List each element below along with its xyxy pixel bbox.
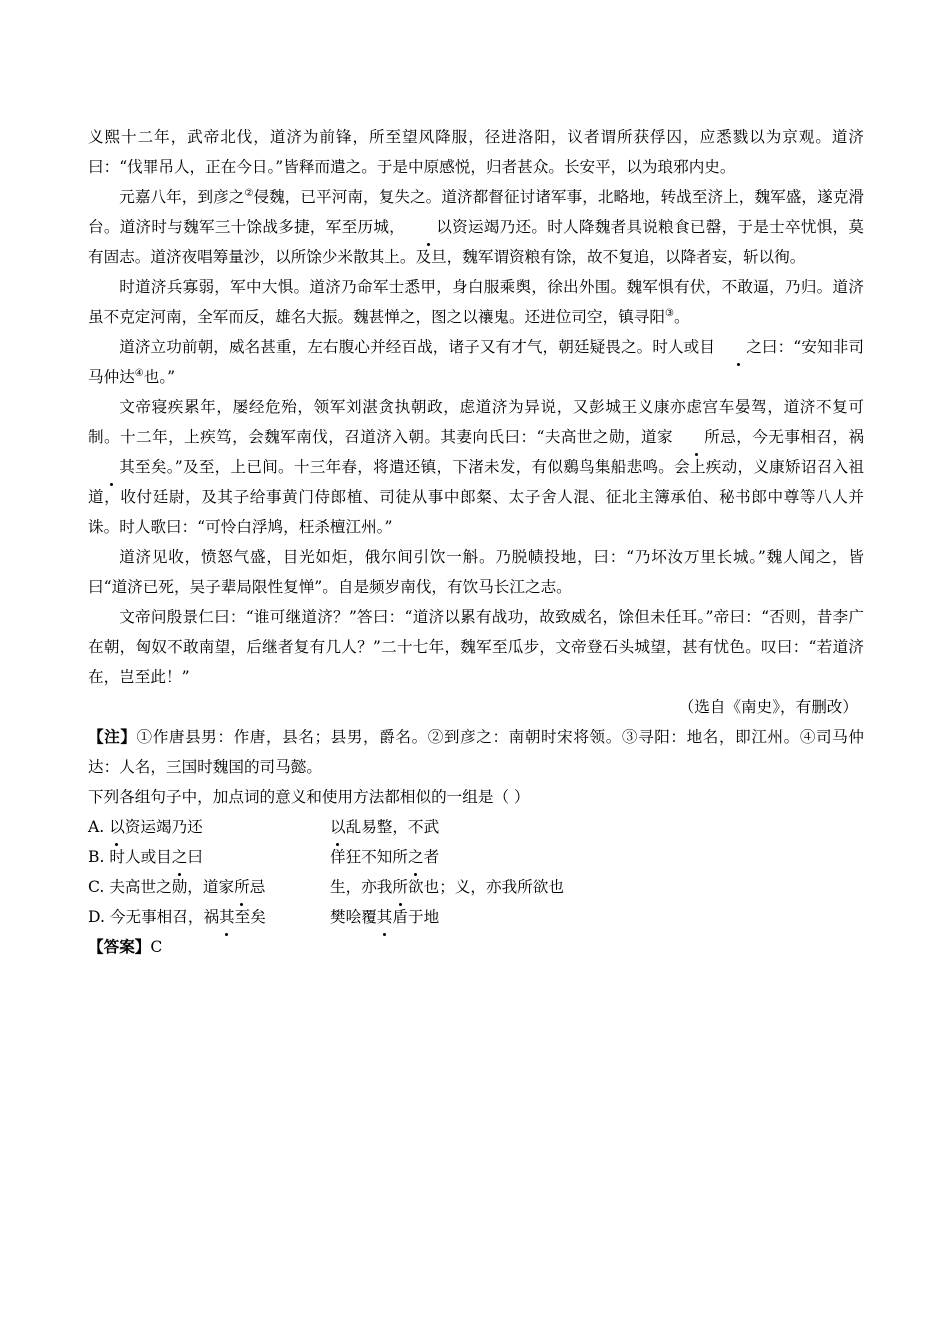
dotted-word: 所 [392, 872, 408, 902]
passage-paragraph-5 [88, 392, 864, 542]
text-span: 生，亦我 [330, 878, 393, 896]
text-span: 文帝寝疾累年，屡经危殆，领军刘湛贪执朝政，虑道济为异说，又彭城王义康亦虑宫车晏驾，道济不复可制。十二年，上疾笃，会魏军南伐，召道济入朝。其妻向氏曰：“夫高世之勋，道家 [88, 398, 864, 446]
answer-value: C [150, 938, 163, 956]
option-right [330, 812, 864, 842]
option-right [330, 842, 864, 872]
text-span: 。 [673, 308, 690, 326]
option-letter: C. [88, 878, 105, 896]
dotted-word: 以 [109, 812, 125, 842]
option-left [88, 872, 330, 902]
text-span: 今无事相召，祸 [109, 908, 220, 926]
text-span: 忌，今无事相召，祸 [719, 428, 864, 446]
text-span: 盾于地 [392, 908, 440, 926]
footnote-marker: ② [244, 187, 254, 199]
dotted-word: 之 [172, 842, 188, 872]
text-span: 也。” [143, 368, 176, 386]
footnote-marker: ③ [664, 307, 674, 319]
text-span: 者 [423, 848, 440, 866]
option-letter: A. [88, 818, 105, 836]
passage-paragraph-3 [88, 272, 864, 332]
passage-paragraph-7: 文帝问殷景仁曰：“谁可继道济？”答曰：“道济以累有战功，故致威名，馀但未任耳。”帝曰：“否则，昔李广在朝，匈奴不敢南望，后继者复有几人？”二十七年，魏军至瓜步，文帝登石头城望，甚有忧色。叹曰：“若道济在，岂至此！” [88, 608, 864, 686]
text-span: 欲也；义，亦我所欲也 [408, 878, 564, 896]
text-span: 至矣 [234, 908, 266, 926]
text-span: 资运竭乃还。时人降魏者具说粮食已罄，于是士卒忧惧，莫有固志。道济夜唱筹量沙，以所馀少米散其上。及旦，魏军谓资粮有馀，故不复追，以降者妄，斩以徇。 [88, 218, 864, 266]
text-span: 资运竭乃还 [124, 818, 203, 836]
passage-paragraph-4 [88, 332, 864, 392]
option-letter: D. [88, 908, 105, 926]
document-body [88, 122, 864, 962]
question-stem: 下列各组句子中，加点词的意义和使用方法都相似的一组是（ ） [88, 788, 530, 806]
option-right [330, 872, 864, 902]
dotted-word: 其 [377, 902, 393, 932]
passage-paragraph-2 [88, 182, 864, 272]
dotted-word: 其 [219, 902, 235, 932]
text-span: 夫高世之勋，道家 [109, 878, 235, 896]
option-letter: B. [88, 848, 105, 866]
dotted-word: 之 [408, 842, 424, 872]
dotted-word: 以 [330, 812, 346, 842]
text-span: 忌 [249, 878, 266, 896]
source-citation: （选自《南史》，有删改） [678, 698, 858, 716]
text-span: 道济立功前朝，威名甚重，左右腹心并经百战，诸子又有才气，朝廷疑畏之。时人或目 [119, 338, 716, 356]
dotted-word: 其 [88, 452, 135, 482]
passage-paragraph-1: 义熙十二年，武帝北伐，道济为前锋，所至望风降服，径进洛阳，议者谓所获俘囚，应悉戮以为京观。道济曰：“伐罪吊人，正在今日。”皆释而遣之。于是中原感悦，归者甚众。长安平，以为琅邪内史。 [88, 128, 864, 176]
dotted-word: 之 [715, 332, 762, 362]
text-span: 侵魏，已平河南，复失之。道济都督征讨诸军事，北略地，转战至济上，魏军盛，遂克滑台。道济时与魏军三十馀战多捷，军至历城， [88, 188, 864, 236]
option-left [88, 842, 330, 872]
notes-label: 【注】 [88, 727, 137, 746]
option-left [88, 812, 330, 842]
passage-paragraph-6: 道济见收，愤怒气盛，目光如炬，俄尔间引饮一斛。乃脱帻投地，曰：“乃坏汝万里长城。”魏人闻之，皆曰“道济已死，吴子辈局限性复惮”。自是频岁南伐，有饮马长江之志。 [88, 548, 864, 596]
option-right [330, 902, 864, 932]
dotted-word: 所 [673, 422, 720, 452]
option-row [88, 842, 864, 872]
option-row [88, 812, 864, 842]
text-span: 曰 [187, 848, 203, 866]
footnote-marker: ④ [134, 367, 144, 379]
dotted-word: 所 [234, 872, 250, 902]
dotted-word: 以 [405, 212, 452, 242]
answer-label: 【答案】 [88, 937, 151, 956]
option-left [88, 902, 330, 932]
text-span: 时道济兵寡弱，军中大惧。道济乃命军士悉甲，身白服乘舆，徐出外围。魏军惧有伏，不敢逼，乃归。道济虽不克定河南，全军而反，雄名大振。魏甚惮之，图之以禳鬼。还进位司空，镇寻阳 [88, 278, 864, 326]
text-span: 樊哙覆 [330, 908, 377, 926]
option-row [88, 902, 864, 932]
answer-line [88, 932, 864, 962]
notes-text: ①作唐县男：作唐，县名；县男，爵名。②到彦之：南朝时宋将领。③寻阳：地名，即江州。④司马仲达：人名，三国时魏国的司马懿。 [88, 728, 864, 776]
text-span: 时人或目 [109, 848, 172, 866]
option-list [88, 812, 864, 932]
text-span: 曰：“安知非司马仲达 [88, 338, 864, 386]
text-span: 元嘉八年，到彦之 [119, 188, 245, 206]
option-row [88, 872, 864, 902]
annotation-notes [88, 722, 864, 782]
text-span: 佯狂不知所 [330, 848, 408, 866]
text-span: 至矣。”及至，上已间。十三年春，将遣还镇，下渚未发，有似鶢鸟集船悲鸣。会上疾动，义康矫诏召入祖道，收付廷尉，及其子给事黄门侍郎植、司徒从事中郎粲、太子舍人混、征北主簿承伯、秘书郎中尊等八人并诛。时人歌曰：“可怜白浮鸠，枉杀檀江州。” [88, 458, 864, 536]
text-span: 乱易整，不武 [345, 818, 440, 836]
